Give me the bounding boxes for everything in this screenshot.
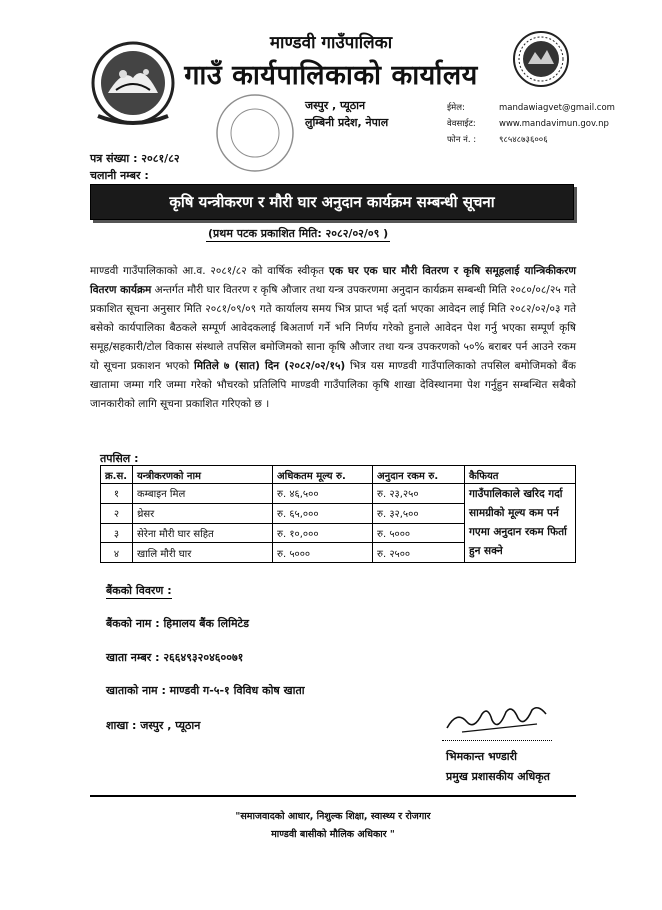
equipment-table (100, 465, 576, 563)
dispatch-number: चलानी नम्बर : (90, 169, 149, 182)
col-header-max-price: अधिकतम मूल्य रु. (273, 466, 373, 484)
signatory (446, 747, 550, 787)
col-header-remark: कैफियत (465, 466, 576, 484)
email-link[interactable]: mandawiagvet@gmail.com (499, 103, 615, 113)
table-row: ४ खालि मौरी घार रु. ५००० रु. २५०० (101, 543, 576, 563)
municipality-name: माण्डवी गाउँपालिका (269, 33, 393, 53)
signatory-name: भिमकान्त भण्डारी (446, 750, 517, 763)
col-header-sn: क्र.स. (101, 466, 133, 484)
footer-slogan: "समाजवादको आधार, निशुल्क शिक्षा, स्वास्थ्य र रोजगार माण्डवी बासीको मौलिक अधिकार " (235, 811, 431, 840)
published-date: (प्रथम पटक प्रकाशित मिति: २०८२/०२/०९ ) (208, 227, 389, 240)
office-stamp-icon (210, 88, 300, 178)
contact-phone: फोन नं. : ९८५४८७३६००६ (447, 135, 548, 145)
address-line-1: जस्पुर , प्यूठान (305, 99, 366, 112)
contact-info (447, 100, 615, 148)
account-name: खाताको नाम : माण्डवी ग-५-१ विविध कोष खाता (106, 684, 305, 697)
contact-email: ईमेल: mandawiagvet@gmail.com (447, 103, 615, 113)
table-row: १ कम्बाइन मिल रु. ४६,५०० रु. २३,२५० गाउँपालिकाले खरिद गर्दा सामग्रीको मूल्य कम पर्न गएमा अनुदान रकम फिर्ता हुन सक्ने (101, 484, 576, 504)
signature-icon (442, 700, 552, 740)
office-name: गाउँ कार्यपालिकाको कार्यालय (184, 60, 478, 91)
contact-website: वेवसाईट: www.mandavimun.gov.np (447, 119, 609, 129)
bank-name: बैंकको नाम : हिमालय बैंक लिमिटेड (106, 617, 249, 630)
table-header-row (101, 466, 576, 484)
table-remark: गाउँपालिकाले खरिद गर्दा सामग्रीको मूल्य कम पर्न गएमा अनुदान रकम फिर्ता हुन सक्ने (465, 484, 576, 563)
website-link[interactable]: www.mandavimun.gov.np (499, 119, 609, 129)
table-label: तपसिल : (100, 452, 139, 465)
office-address (305, 97, 388, 131)
table-row: २ थ्रेसर रु. ६५,००० रु. ३२,५०० (101, 503, 576, 523)
letter-number: पत्र संख्या : २०८१/८२ (90, 152, 180, 165)
col-header-grant: अनुदान रकम रु. (373, 466, 465, 484)
bank-details-title: बैंकको विवरण : (106, 584, 172, 597)
notice-title-banner (90, 184, 574, 220)
col-header-name: यन्त्रीकरणको नाम (133, 466, 273, 484)
bank-branch: शाखा : जस्पुर , प्यूठान (106, 719, 201, 732)
signatory-designation: प्रमुख प्रशासकीय अधिकृत (446, 770, 550, 783)
footer-divider (90, 795, 576, 797)
notice-body: माण्डवी गाउँपालिकाको आ.व. २०८१/८२ को वार्षिक स्वीकृत एक घर एक घार मौरी वितरण र कृषि समूहलाई यान्त्रिकीकरण वितरण कार्यक्रम अन्तर्गत मौरी घार वितरण र कृषि औजार तथा यन्त्र उपकरणमा अनुदान कार्यक्रम सम्बन्धी मिति २०८०/०८/२५ गते प्रकाशित सूचना अनुसार मिति २०८१/०९/०९ गते कार्यालय समय भित्र प्राप्त भई दर्ता भएका आवेदन लाई मिति २०८२/०२/०३ गते बसेको कार्यपालिका बैठकले सम्पूर्ण आवेदकलाई बिअतार्ण गर्ने भनि निर्णय गरेको हुनाले आवेदन पेश गर्नु भएका सम्पूर्ण कृषि समूह/सहकारी/टोल विकास संस्थाले तपसिल बमोजिमको साना कृषि औजार तथा यन्त्र उपकरणको ५०% बराबर पर्न आउने रकम यो सूचना प्रकाशन भएको मितिले ७ (सात) दिन (२०८२/०२/१५) भित्र यस माण्डवी गाउँपालिकाको तपसिल बमोजिमको बैंक खातामा जम्मा गरि जम्मा गरेको भौचरको प्रतिलिपि माण्डवी गाउँपालिका कृषि शाखा देविस्थानमा पेश गर्नुहुन सम्बन्धित सबैको जानकारीको लागि सूचना प्रकाशित गरिएको छ । (90, 265, 576, 410)
account-number: खाता नम्बर : २६६४९३२०४६००७१ (106, 651, 244, 664)
notice-title: कृषि यन्त्रीकरण र मौरी घार अनुदान कार्यक्रम सम्बन्धी सूचना (169, 193, 495, 211)
table-row: ३ सेरेना मौरी घार सहित रु. १०,००० रु. ५००० (101, 523, 576, 543)
address-line-2: लुम्बिनी प्रदेश, नेपाल (305, 116, 389, 129)
signature-line (442, 740, 552, 741)
reference-numbers (90, 150, 180, 184)
